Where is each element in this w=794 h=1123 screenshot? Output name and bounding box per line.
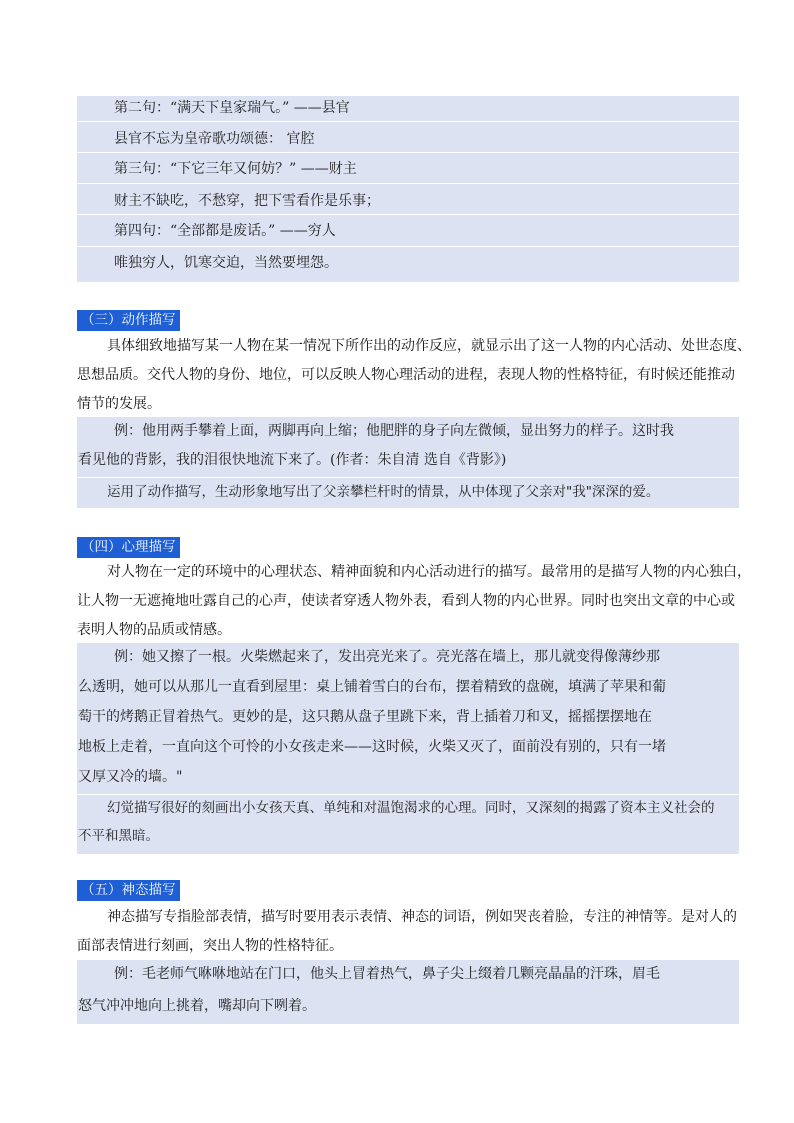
top-quote-box	[77, 96, 739, 282]
example-line: 怒气冲冲地向上挑着，嘴却向下咧着。	[78, 998, 316, 1014]
quote-line: 第四句：“全部都是废话。” ——穷人	[114, 223, 336, 239]
example-line: 地板上走着，一直向这个可怜的小女孩走来——这时候，火柴又灭了，面前没有别的，只有一堵	[78, 739, 666, 755]
example-box	[77, 643, 739, 854]
paragraph-line: 表明人物的品质或情感。	[77, 622, 231, 638]
example-box	[77, 960, 739, 1024]
analysis-line: 不平和黑暗。	[78, 828, 159, 844]
section-heading-psychology: （四）心理描写	[77, 537, 180, 557]
analysis-line: 幻觉描写很好的刻画出小女孩天真、单纯和对温饱渴求的心理。同时，又深刻的揭露了资本主义社会的	[107, 800, 715, 816]
quote-line: 唯独穷人，饥寒交迫，当然要埋怨。	[114, 255, 338, 271]
paragraph-line: 面部表情进行刻画，突出人物的性格特征。	[77, 938, 343, 954]
example-line: 萄干的烤鹅正冒着热气。更妙的是，这只鹅从盘子里跳下来，背上插着刀和叉，摇摇摆摆地在	[78, 709, 652, 725]
section-heading-expression: （五）神态描写	[77, 880, 180, 900]
quote-line: 县官不忘为皇帝歌功颂德： 官腔	[114, 131, 315, 147]
example-line: 例：他用两手攀着上面，两脚再向上缩；他肥胖的身子向左微倾，显出努力的样子。这时我	[114, 423, 674, 439]
section-paragraph	[77, 903, 739, 961]
section-heading-action: （三）动作描写	[77, 310, 180, 330]
paragraph-line: 神态描写专指脸部表情，描写时要用表示表情、神态的词语，例如哭丧着脸，专注的神情等。是对人的	[107, 909, 737, 925]
example-line: 么透明，她可以从那儿一直看到屋里：桌上铺着雪白的台布，摆着精致的盘碗，填满了苹果和葡	[78, 679, 666, 695]
example-line: 例：她又擦了一根。火柴燃起来了，发出亮光来了。亮光落在墙上，那儿就变得像薄纱那	[114, 649, 660, 665]
example-box	[77, 417, 739, 508]
paragraph-line: 思想品质。交代人物的身份、地位，可以反映人物心理活动的进程，表现人物的性格特征，有时候还能推动	[77, 367, 735, 383]
section-paragraph	[77, 332, 751, 419]
paragraph-line: 具体细致地描写某一人物在某一情况下所作出的动作反应，就显示出了这一人物的内心活动、处世态度、	[107, 338, 751, 354]
section-paragraph	[77, 558, 751, 645]
quote-line: 第三句：“下它三年又何妨？” ——财主	[114, 161, 357, 177]
analysis-line: 运用了动作描写，生动形象地写出了父亲攀栏杆时的情景，从中体现了父亲对"我"深深的爱。	[107, 484, 660, 500]
paragraph-line: 让人物一无遮掩地吐露自己的心声，使读者穿透人物外表，看到人物的内心世界。同时也突出文章的中心或	[77, 593, 735, 609]
example-line: 例：毛老师气咻咻地站在门口，他头上冒着热气，鼻子尖上缀着几颗亮晶晶的汗珠，眉毛	[114, 966, 660, 982]
paragraph-line: 情节的发展。	[77, 396, 161, 412]
paragraph-line: 对人物在一定的环境中的心理状态、精神面貌和内心活动进行的描写。最常用的是描写人物的内心独白，	[107, 564, 751, 580]
quote-line: 财主不缺吃，不愁穿，把下雪看作是乐事；	[114, 193, 380, 209]
example-line: 看见他的背影，我的泪很快地流下来了。(作者：朱自清 选自《背影》)	[78, 452, 507, 468]
example-line: 又厚又冷的墙。"	[78, 769, 183, 785]
quote-line: 第二句：“满天下皇家瑞气。” ——县官	[114, 100, 350, 116]
